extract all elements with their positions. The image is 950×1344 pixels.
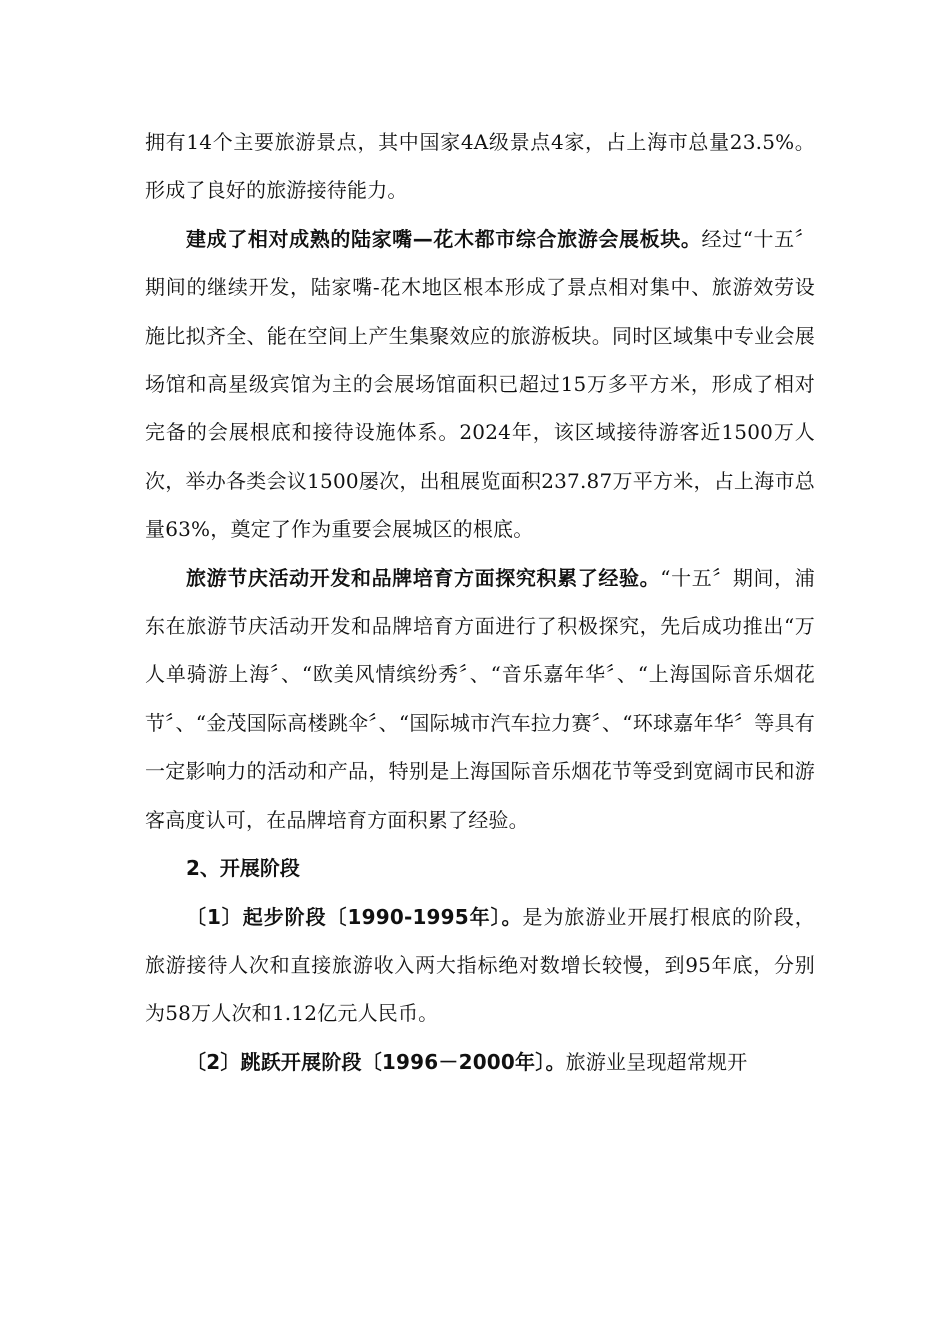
stage-text: 是为旅游业开展打根底的阶段，旅游接待人次和直接旅游收入两大指标绝对数增长较慢，到95年底，分别为58万人次和1.12亿元人民币。: [145, 904, 815, 1026]
paragraph-text: 经过“十五〞期间的继续开发，陆家嘴-花木地区根本形成了景点相对集中、旅游效劳设施比拟齐全、能在空间上产生集聚效应的旅游板块。同时区域集中专业会展场馆和高星级宾馆为主的会展场馆面积已超过15万多平方米，形成了相对完备的会展根底和接待设施体系。2024年，该区域接待游客近1500万人次，举办各类会议1500屡次，出租展览面积237.87万平方米，占上海市总量63%，奠定了作为重要会展城区的根底。: [145, 226, 815, 542]
paragraph-text: “十五〞期间，浦东在旅游节庆活动开发和品牌培育方面进行了积极探究，先后成功推出“万人单骑游上海〞、“欧美风情缤纷秀〞、“音乐嘉年华〞、“上海国际音乐烟花节〞、“金茂国际高楼跳伞〞、“国际城市汽车拉力赛〞、“环球嘉年华〞等具有一定影响力的活动和产品，特别是上海国际音乐烟花节等受到宽阔市民和游客高度认可，在品牌培育方面积累了经验。: [145, 565, 815, 832]
paragraph-heading: 建成了相对成熟的陆家嘴—花木都市综合旅游会展板块。: [186, 226, 702, 251]
paragraph-tourism-capacity: [145, 118, 815, 215]
stage-heading: 〔2〕跳跃开展阶段〔1996－2000年〕。: [186, 1049, 566, 1074]
paragraph-festival-brand: [145, 554, 815, 844]
paragraph-stage-2: [145, 1038, 815, 1086]
paragraph-text: 拥有14个主要旅游景点，其中国家4A级景点4家，占上海市总量23.5%。形成了良好的旅游接待能力。: [145, 130, 815, 203]
document-body: [145, 118, 815, 1086]
paragraph-heading: 旅游节庆活动开发和品牌培育方面探究积累了经验。: [186, 565, 661, 590]
section-title: 2、开展阶段: [186, 856, 300, 881]
paragraph-stage-1: [145, 893, 815, 1038]
stage-heading: 〔1〕起步阶段〔1990-1995年〕。: [186, 904, 523, 929]
stage-text: 旅游业呈现超常规开: [565, 1049, 748, 1074]
paragraph-lujiazui-block: [145, 215, 815, 554]
